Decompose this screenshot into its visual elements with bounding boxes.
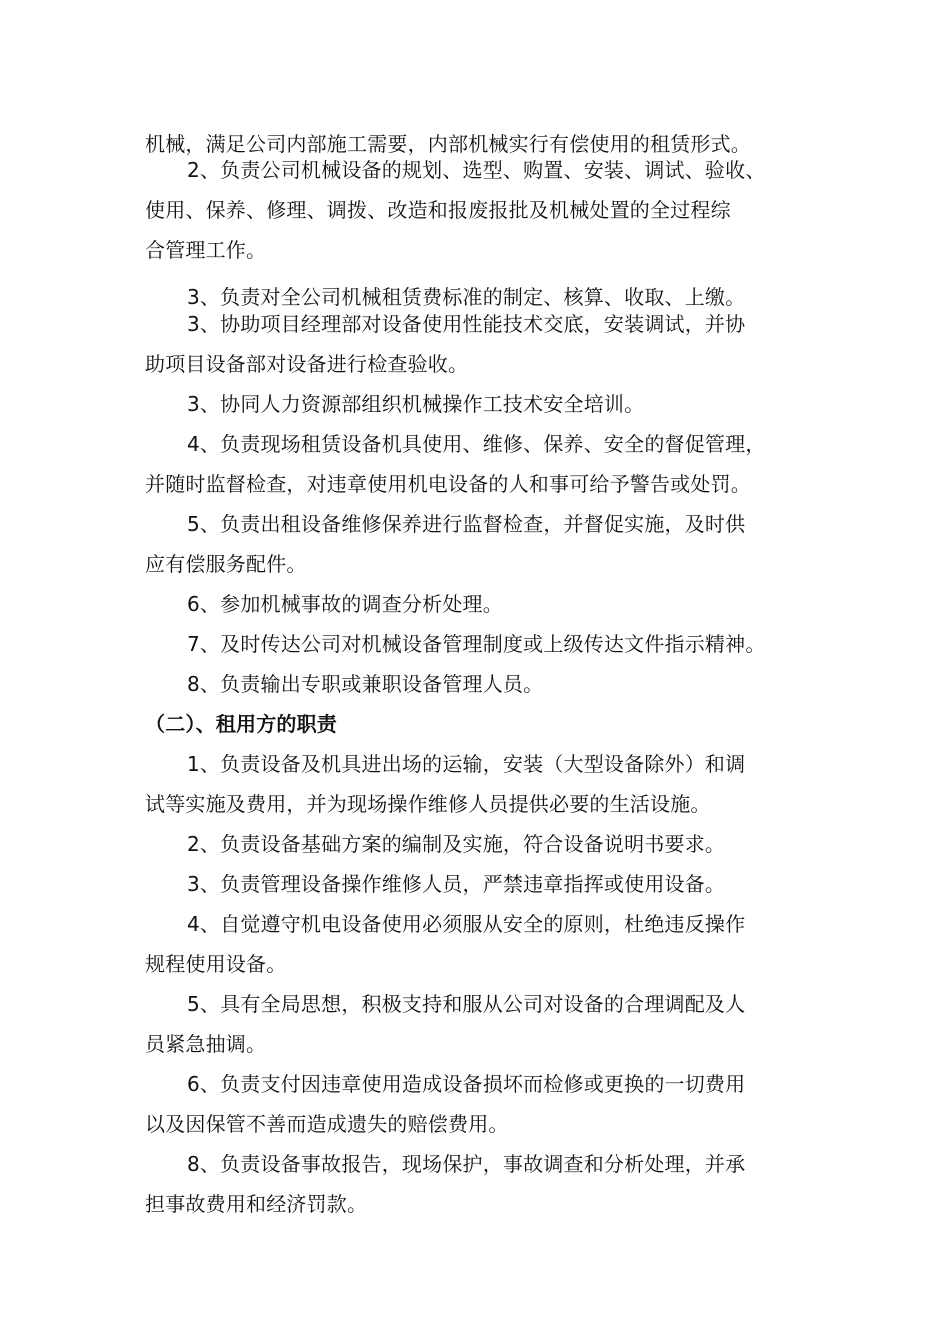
paragraph-line: 员紧急抽调。 — [145, 1032, 267, 1056]
paragraph-line: 以及因保管不善而造成遗失的赔偿费用。 — [145, 1112, 509, 1136]
paragraph-line: 6、负责支付因违章使用造成设备损坏而检修或更换的一切费用 — [187, 1072, 746, 1096]
paragraph-line: 1、负责设备及机具进出场的运输，安装（大型设备除外）和调 — [187, 752, 746, 776]
paragraph-line: 5、负责出租设备维修保养进行监督检查，并督促实施，及时供 — [187, 512, 746, 536]
paragraph-line: 合管理工作。 — [145, 238, 267, 262]
paragraph-line: 3、负责管理设备操作维修人员，严禁违章指挥或使用设备。 — [187, 872, 726, 896]
paragraph-line: 5、具有全局思想，积极支持和服从公司对设备的合理调配及人 — [187, 992, 746, 1016]
paragraph-line: 6、参加机械事故的调查分析处理。 — [187, 592, 503, 616]
paragraph-line: 应有偿服务配件。 — [145, 552, 307, 576]
paragraph-line: 担事故费用和经济罚款。 — [145, 1192, 368, 1216]
paragraph-line: 4、负责现场租赁设备机具使用、维修、保养、安全的督促管理， — [187, 432, 766, 456]
paragraph-line: 3、协同人力资源部组织机械操作工技术安全培训。 — [187, 392, 645, 416]
paragraph-line: 助项目设备部对设备进行检查验收。 — [145, 352, 469, 376]
paragraph-line: 3、负责对全公司机械租赁费标准的制定、核算、收取、上缴。 — [187, 285, 746, 309]
paragraph-line: 使用、保养、修理、调拨、改造和报废报批及机械处置的全过程综 — [145, 198, 731, 222]
paragraph-line: 4、自觉遵守机电设备使用必须服从安全的原则，杜绝违反操作 — [187, 912, 746, 936]
paragraph-line: 机械，满足公司内部施工需要，内部机械实行有偿使用的租赁形式。 — [145, 132, 751, 156]
paragraph-line: 试等实施及费用，并为现场操作维修人员提供必要的生活设施。 — [145, 792, 711, 816]
paragraph-line: 2、负责公司机械设备的规划、选型、购置、安装、调试、验收、 — [187, 158, 766, 182]
section-heading: （二）、租用方的职责 — [145, 712, 337, 736]
paragraph-line: 2、负责设备基础方案的编制及实施，符合设备说明书要求。 — [187, 832, 726, 856]
paragraph-line: 8、负责输出专职或兼职设备管理人员。 — [187, 672, 544, 696]
paragraph-line: 规程使用设备。 — [145, 952, 287, 976]
paragraph-line: 7、及时传达公司对机械设备管理制度或上级传达文件指示精神。 — [187, 632, 766, 656]
paragraph-line: 8、负责设备事故报告，现场保护，事故调查和分析处理，并承 — [187, 1152, 746, 1176]
paragraph-line: 并随时监督检查，对违章使用机电设备的人和事可给予警告或处罚。 — [145, 472, 751, 496]
paragraph-line: 3、协助项目经理部对设备使用性能技术交底，安装调试，并协 — [187, 312, 746, 336]
